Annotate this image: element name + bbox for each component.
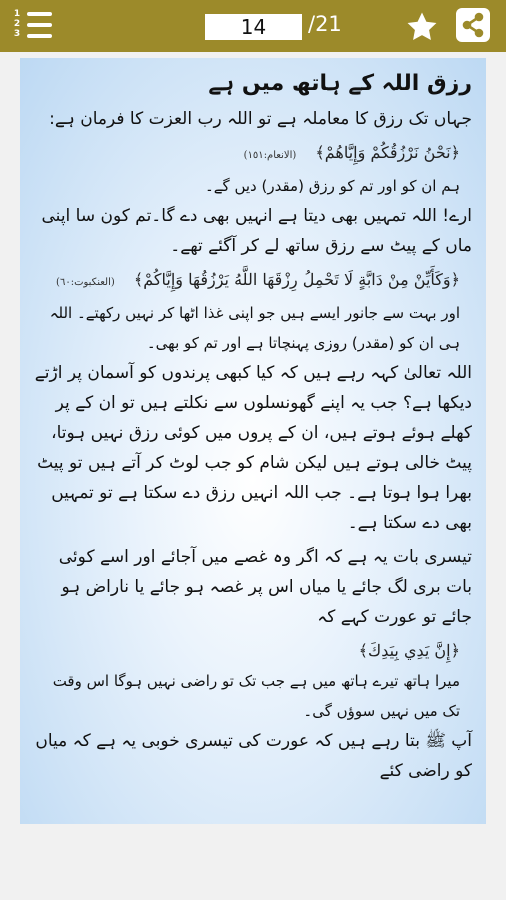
- page-number-input[interactable]: [205, 14, 302, 40]
- chapter-heading: رزق اللہ کے ہاتھ میں ہے: [208, 71, 472, 96]
- verse-text: ﴿إِنَّ يَدِي بِيَدِكَ﴾: [358, 641, 460, 660]
- menu-line: [27, 23, 52, 27]
- body-paragraph: اللہ تعالیٰ کہہ رہے ہیں کہ کیا کبھی پرندوں کو آسمان پر اڑتے دیکھا ہے؟ جب یہ اپنے گھونسلوں سے نکلتے ہیں تو ان کے پر کھلے ہوئے ہوتے ہیں، ان کے پروں میں کوئی رزق نہیں ہوتا، پیٹ خالی ہوتے ہیں لیکن شام کو جب لوٹ کر آتے ہیں تو پیٹ بھرا ہوا ہوتا ہے۔ جب اللہ انہیں رزق دے سکتا ہے تو تمہیں بھی دے سکتا ہے۔: [34, 363, 472, 533]
- star-icon: [405, 10, 439, 44]
- top-toolbar: [0, 0, 506, 52]
- book-page-content[interactable]: [20, 58, 486, 824]
- phrase-translation: میرا ہاتھ تیرے ہاتھ میں ہے جب تک تو راضی نہیں ہوگا اس وقت تک میں نہیں سوؤں گی۔: [52, 672, 460, 720]
- share-icon: [456, 8, 490, 42]
- chapter-list-button[interactable]: [10, 8, 54, 44]
- verse-translation: اور بہت سے جانور ایسے ہیں جو اپنی غذا اٹھا کر نہیں رکھتے۔ اللہ ہی ان کو (مقدر) روزی پہنچاتا ہے اور تم کو بھی۔: [49, 304, 460, 352]
- verse-text: ﴿نَحْنُ نَرْزُقُكُمْ وَإِيَّاهُمْ﴾: [315, 143, 460, 162]
- quran-verse: [32, 265, 472, 298]
- verse-reference: (الانعام:١٥١): [243, 150, 297, 161]
- intro-paragraph: جہاں تک رزق کا معاملہ ہے تو اللہ رب العزت کا فرمان ہے:: [49, 109, 472, 129]
- body-paragraph: آپ ﷺ بتا رہے ہیں کہ عورت کی تیسری خوبی یہ ہے کہ میاں کو راضی کئے: [35, 731, 472, 781]
- total-pages-label: /21: [308, 12, 342, 36]
- verse-translation: ہم ان کو اور تم کو رزق (مقدر) دیں گے۔: [204, 177, 460, 195]
- quran-verse: [32, 138, 472, 171]
- bookmark-button[interactable]: [405, 10, 439, 44]
- body-paragraph: ارے! اللہ تمہیں بھی دیتا ہے انہیں بھی دے گا۔تم کون سا اپنی ماں کے پیٹ سے رزق ساتھ لے کر آگئے تھے۔: [41, 206, 472, 256]
- verse-text: ﴿وَكَأَيِّنْ مِنْ دَابَّةٍ لَا تَحْمِلُ رِزْقَهَا اللَّهُ يَرْزُقُهَا وَإِيَّاكُمْ﴾: [133, 270, 460, 289]
- menu-line: [27, 12, 52, 16]
- list-numbers-icon: 1 2 3: [13, 9, 21, 39]
- share-button[interactable]: [456, 8, 490, 42]
- body-paragraph: تیسری بات یہ ہے کہ اگر وہ غصے میں آجائے اور اسے کوئی بات بری لگ جائے یا میاں اس پر غصہ ہو جائے یا ناراض ہو جائے تو عورت کہے کہ: [58, 547, 472, 627]
- menu-line: [27, 34, 52, 38]
- hadith-phrase: [32, 636, 472, 666]
- verse-reference: (العنکبوت:٦٠): [56, 277, 115, 288]
- bottom-blank-area: [0, 824, 506, 900]
